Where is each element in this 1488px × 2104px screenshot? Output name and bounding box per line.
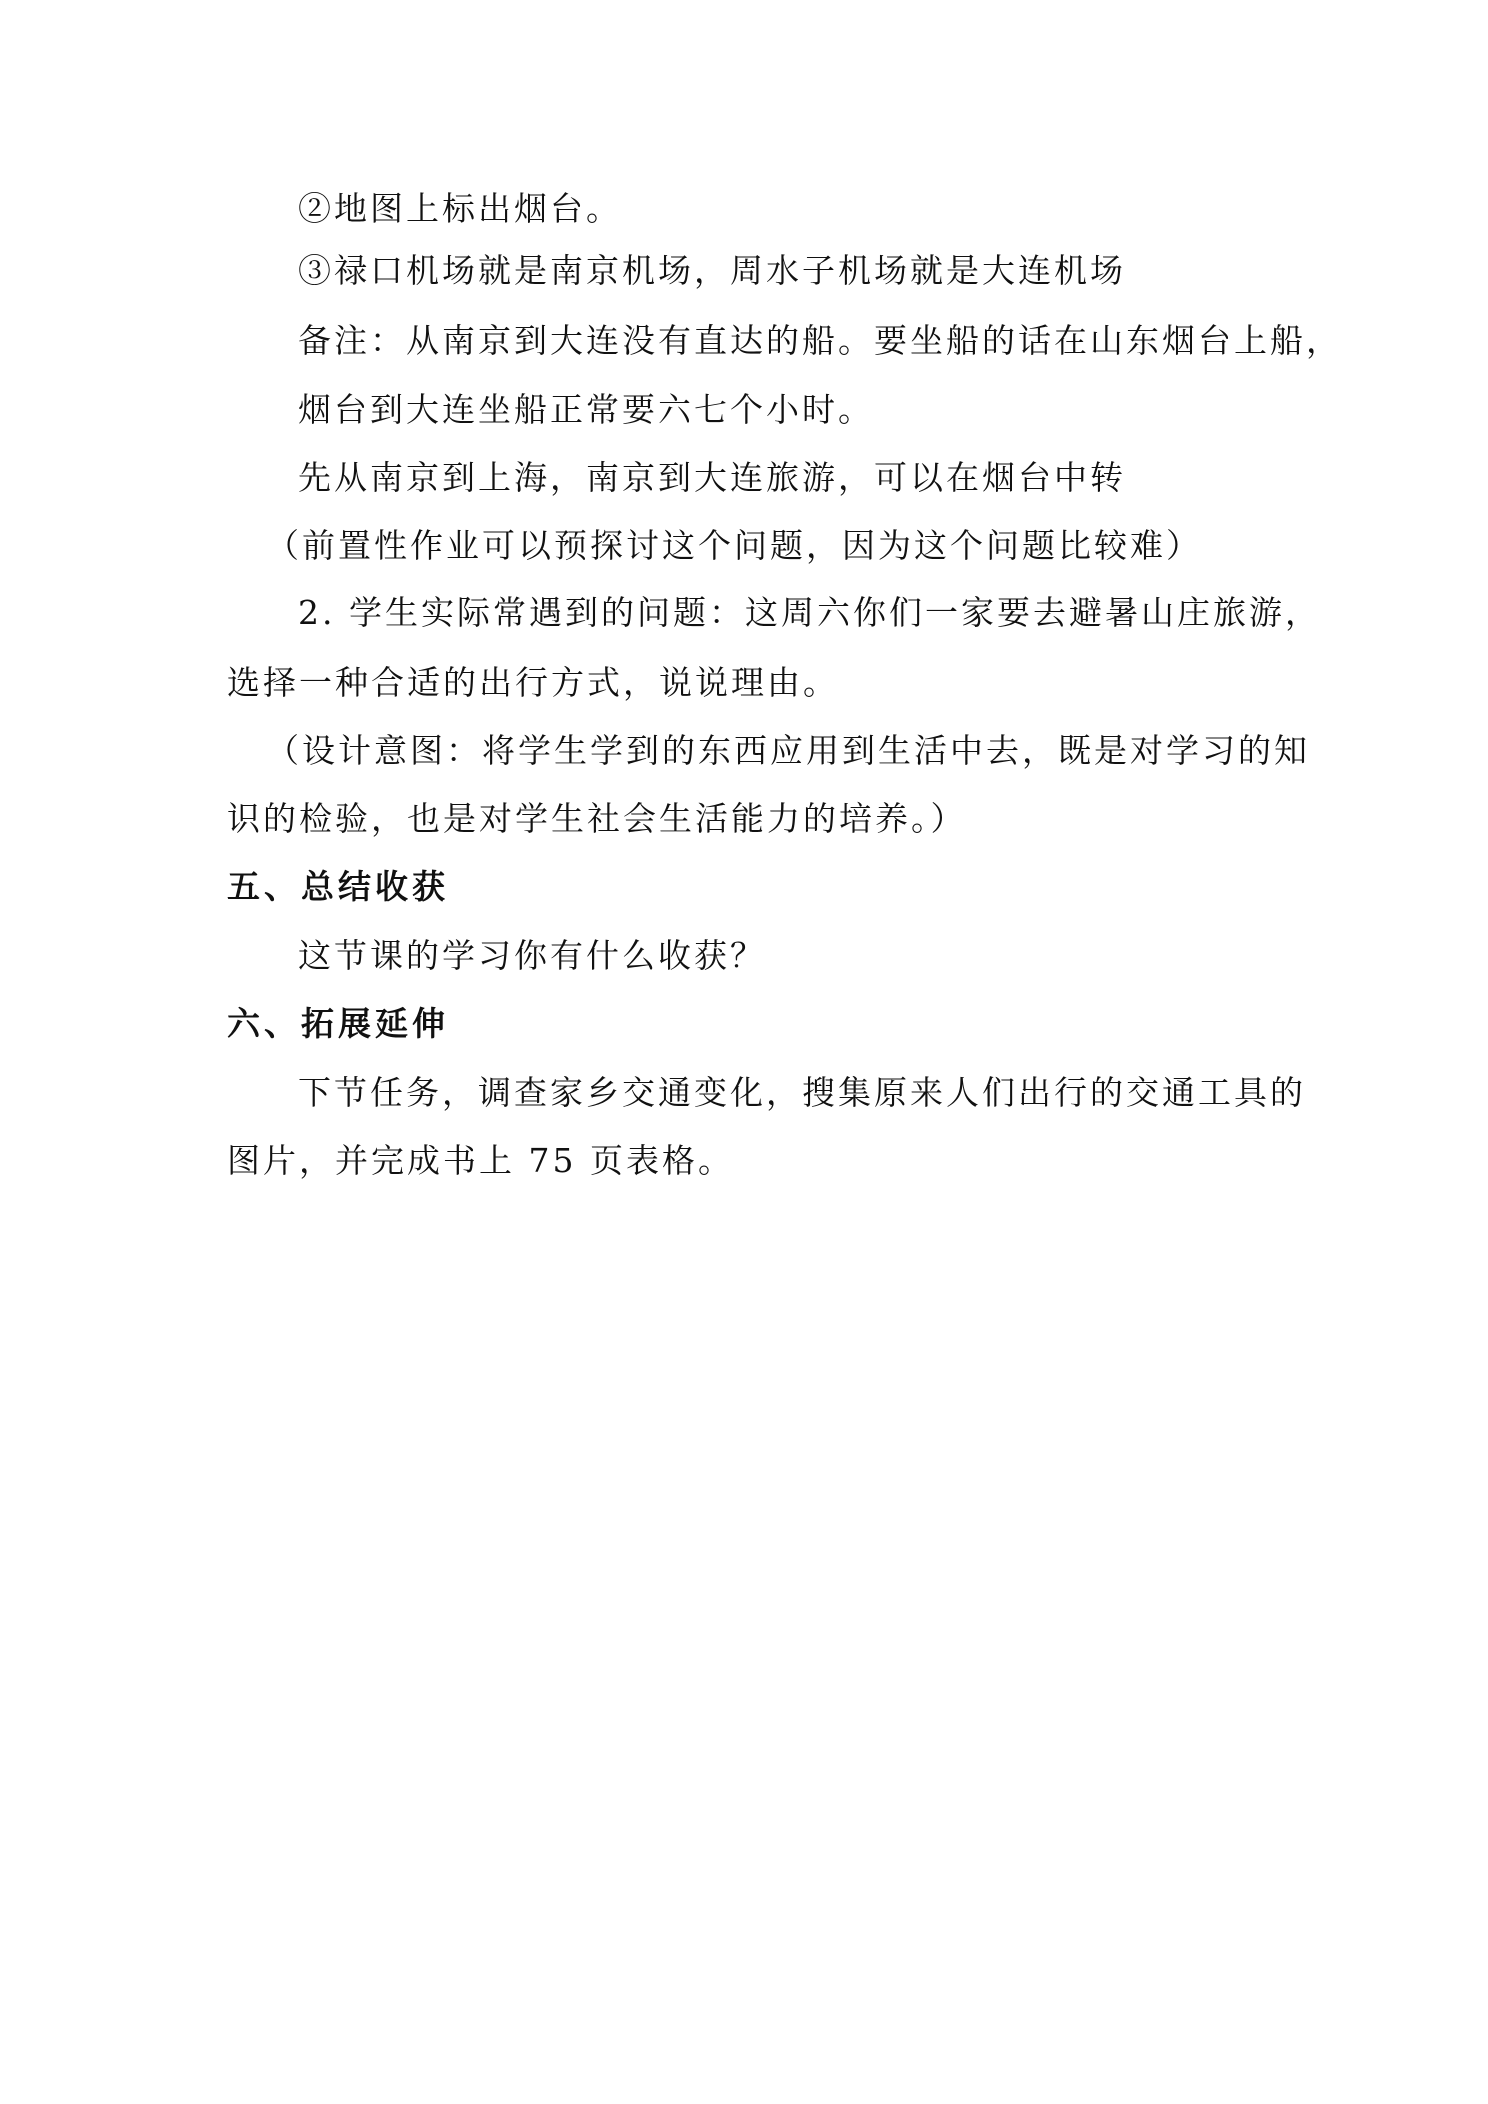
design-intent-line-2: 识的检验，也是对学生社会生活能力的培养。）	[227, 799, 967, 838]
prework-note: （前置性作业可以预探讨这个问题，因为这个问题比较难）	[266, 526, 1202, 565]
remark-line-1: 备注：从南京到大连没有直达的船。要坐船的话在山东烟台上船，	[298, 321, 1342, 360]
route-note: 先从南京到上海，南京到大连旅游，可以在烟台中转	[298, 458, 1126, 497]
section-5-heading: 五、总结收获	[227, 867, 449, 906]
design-intent-line-1: （设计意图：将学生学到的东西应用到生活中去，既是对学习的知	[266, 731, 1310, 770]
problem-line-2: 选择一种合适的出行方式，说说理由。	[227, 663, 839, 702]
problem-line-1: 2. 学生实际常遇到的问题：这周六你们一家要去避暑山庄旅游，	[298, 593, 1321, 632]
summary-question: 这节课的学习你有什么收获？	[298, 936, 766, 975]
airport-note: ③禄口机场就是南京机场，周水子机场就是大连机场	[298, 251, 1126, 290]
section-6-heading: 六、拓展延伸	[227, 1004, 449, 1043]
task-line-1: 下节任务，调查家乡交通变化，搜集原来人们出行的交通工具的	[298, 1073, 1306, 1112]
map-note: ②地图上标出烟台。	[298, 189, 622, 228]
remark-line-2: 烟台到大连坐船正常要六七个小时。	[298, 390, 874, 429]
task-line-2: 图片，并完成书上 75 页表格。	[227, 1141, 734, 1180]
